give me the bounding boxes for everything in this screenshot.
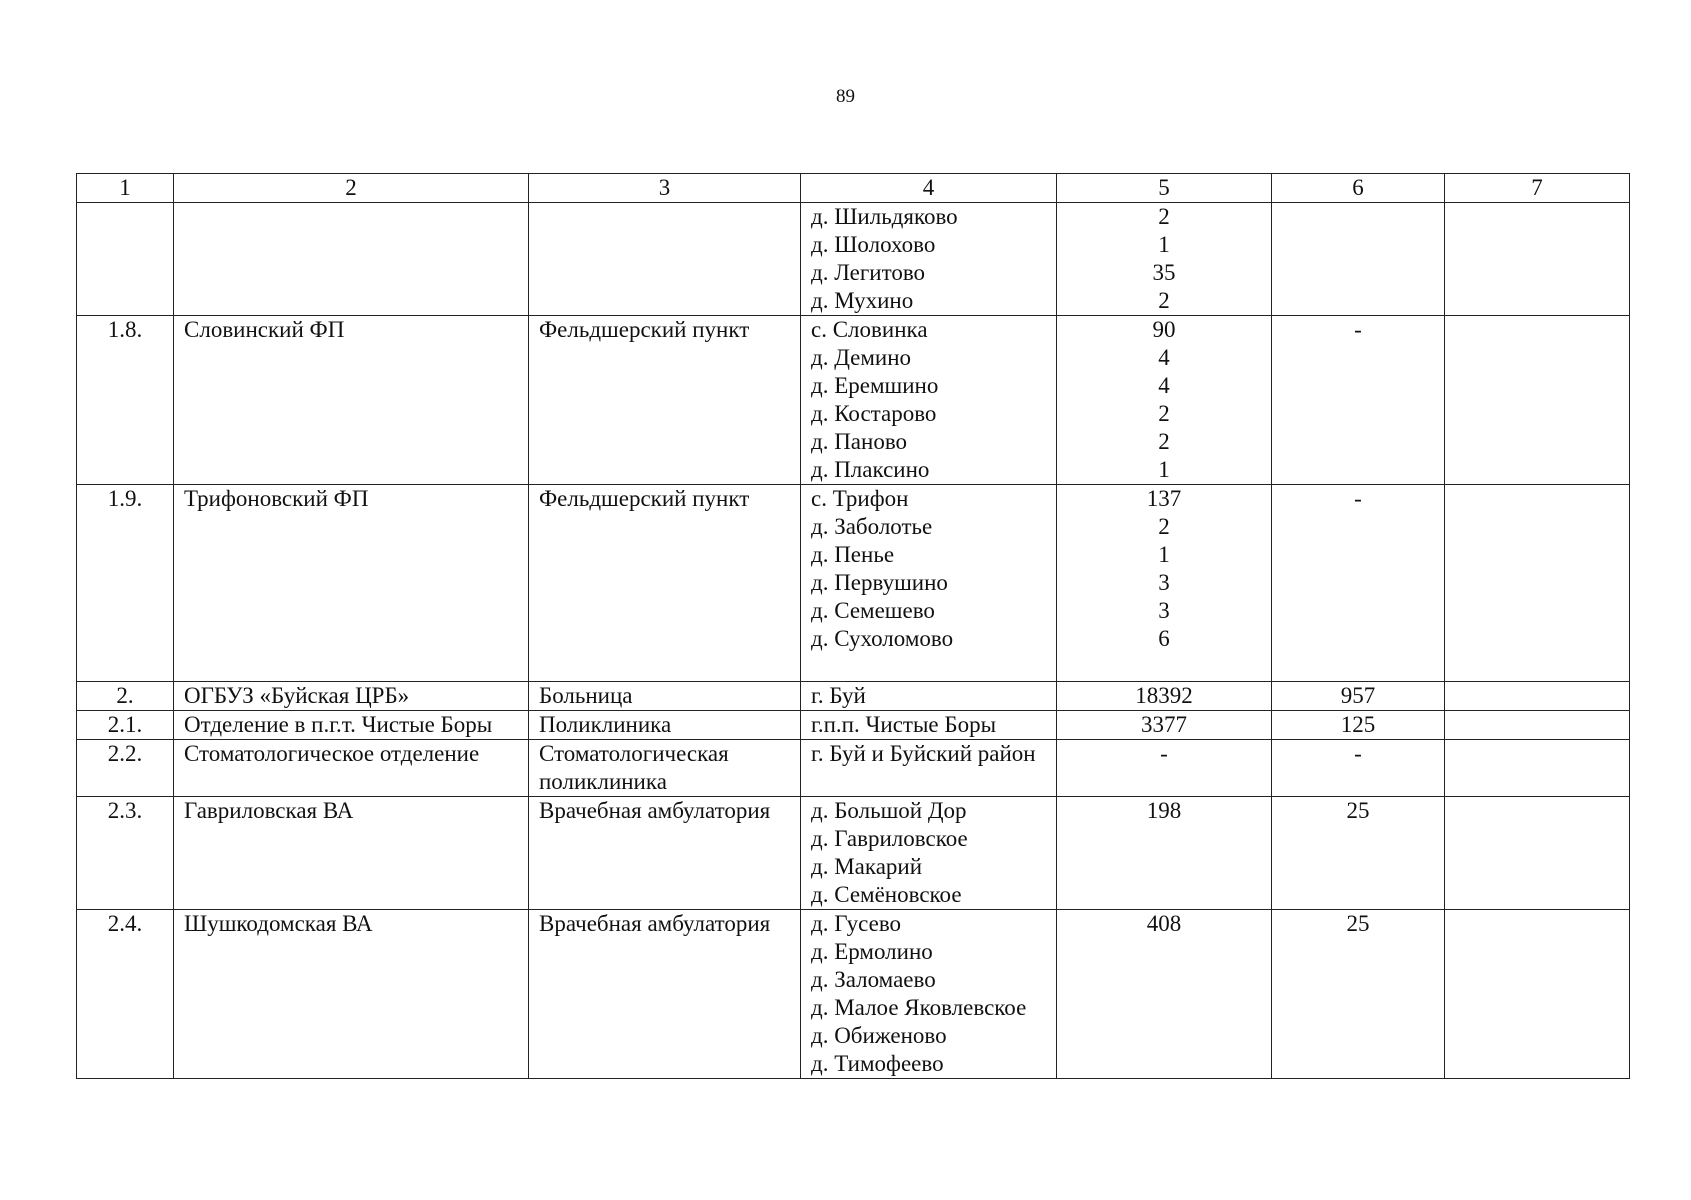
place-name: д. Заломаево xyxy=(811,967,936,992)
places-cell xyxy=(801,797,1057,910)
place-name: д. Пенье xyxy=(811,542,895,567)
population-cell xyxy=(1057,711,1272,740)
facility-type: Больница xyxy=(529,682,801,711)
places-cell xyxy=(801,316,1057,485)
facility-type: Поликлиника xyxy=(529,711,801,740)
col7-cell xyxy=(1445,711,1630,740)
row-number: 2.1. xyxy=(77,711,174,740)
row-number: 2.3. xyxy=(77,797,174,910)
place-name: д. Большой Дор xyxy=(811,798,967,823)
places-cell xyxy=(801,485,1057,682)
population-value: 2 xyxy=(1158,288,1170,313)
population-value: 408 xyxy=(1146,911,1182,936)
population-value: 2 xyxy=(1158,401,1170,426)
table-row xyxy=(77,711,1630,740)
header-cell: 3 xyxy=(529,174,801,203)
place-name: д. Костарово xyxy=(811,401,937,426)
row-number: 1.9. xyxy=(77,485,174,682)
place-name: д. Тимофеево xyxy=(811,1051,944,1076)
population-value: 35 xyxy=(1152,260,1176,285)
population-value: 90 xyxy=(1152,317,1176,342)
population-cell xyxy=(1057,203,1272,316)
population-cell xyxy=(1057,485,1272,682)
place-name: д. Макарий xyxy=(811,854,923,879)
place-name: г. Буй xyxy=(811,683,866,708)
table-row xyxy=(77,740,1630,797)
place-name: д. Еремшино xyxy=(811,373,939,398)
facility-type: Стоматологическая поликлиника xyxy=(529,740,801,797)
population-value: 3 xyxy=(1158,598,1170,623)
header-cell: 4 xyxy=(801,174,1057,203)
header-cell: 7 xyxy=(1445,174,1630,203)
population-value: 198 xyxy=(1146,798,1182,823)
population-value: 1 xyxy=(1158,232,1170,257)
place-name: д. Семёновское xyxy=(811,882,962,907)
col6-cell: - xyxy=(1272,740,1445,797)
population-value: 6 xyxy=(1158,626,1170,651)
data-table xyxy=(76,173,1630,1079)
facility-type: Фельдшерский пункт xyxy=(529,316,801,485)
place-name: д. Мухино xyxy=(811,288,914,313)
places-cell xyxy=(801,910,1057,1079)
header-cell: 2 xyxy=(174,174,529,203)
place-name: д. Шолохово xyxy=(811,232,936,257)
population-value: 1 xyxy=(1158,457,1170,482)
places-cell: г. Буй и Буйский район xyxy=(801,740,1057,797)
place-name: д. Демино xyxy=(811,345,912,370)
population-value: - xyxy=(1160,741,1168,766)
place-name: д. Первушино xyxy=(811,570,948,595)
population-value: 137 xyxy=(1146,486,1182,511)
place-name: д. Паново xyxy=(811,429,908,454)
facility-type xyxy=(529,203,801,316)
place-name: г.п.п. Чистые Боры xyxy=(811,712,997,737)
col7-cell xyxy=(1445,203,1630,316)
population-value: 2 xyxy=(1158,429,1170,454)
table-row xyxy=(77,485,1630,682)
facility-name: Отделение в п.г.т. Чистые Боры xyxy=(174,711,529,740)
population-value: 4 xyxy=(1158,345,1170,370)
population-value: 18392 xyxy=(1135,683,1193,708)
place-name: д. Плаксино xyxy=(811,457,930,482)
population-cell xyxy=(1057,797,1272,910)
facility-name: Стоматологическое отделение xyxy=(174,740,529,797)
population-value: 2 xyxy=(1158,204,1170,229)
population-cell xyxy=(1057,740,1272,797)
place-name: д. Легитово xyxy=(811,260,926,285)
col7-cell xyxy=(1445,797,1630,910)
table-row xyxy=(77,797,1630,910)
col6-cell: 25 xyxy=(1272,797,1445,910)
col7-cell xyxy=(1445,910,1630,1079)
col6-cell: 957 xyxy=(1272,682,1445,711)
col7-cell xyxy=(1445,316,1630,485)
facility-type: Фельдшерский пункт xyxy=(529,485,801,682)
places-cell xyxy=(801,711,1057,740)
place-name: с. Словинка xyxy=(811,317,928,342)
col7-cell xyxy=(1445,682,1630,711)
header-cell: 6 xyxy=(1272,174,1445,203)
table-row xyxy=(77,682,1630,711)
table-row xyxy=(77,203,1630,316)
table-row xyxy=(77,316,1630,485)
facility-type: Врачебная амбулатория xyxy=(529,910,801,1079)
places-cell xyxy=(801,682,1057,711)
row-number: 2. xyxy=(77,682,174,711)
place-name: с. Трифон xyxy=(811,486,909,511)
col6-cell: - xyxy=(1272,316,1445,485)
row-number: 2.4. xyxy=(77,910,174,1079)
population-value: 3377 xyxy=(1141,712,1187,737)
col6-cell: 25 xyxy=(1272,910,1445,1079)
col7-cell xyxy=(1445,485,1630,682)
col6-cell: - xyxy=(1272,485,1445,682)
place-name: д. Обиженово xyxy=(811,1023,947,1048)
table-row xyxy=(77,910,1630,1079)
facility-name: ОГБУЗ «Буйская ЦРБ» xyxy=(174,682,529,711)
facility-name: Шушкодомская ВА xyxy=(174,910,529,1079)
place-name: д. Гавриловское xyxy=(811,826,968,851)
places-cell xyxy=(801,203,1057,316)
header-row xyxy=(77,174,1630,203)
place-name: д. Шильдяково xyxy=(811,204,958,229)
page-number: 89 xyxy=(836,86,855,107)
population-value: 4 xyxy=(1158,373,1170,398)
place-name: д. Гусево xyxy=(811,911,902,936)
population-value: 2 xyxy=(1158,514,1170,539)
population-value: 1 xyxy=(1158,542,1170,567)
header-cell: 1 xyxy=(77,174,174,203)
col6-cell: 125 xyxy=(1272,711,1445,740)
place-name: д. Малое Яковлевское xyxy=(811,995,1027,1020)
col6-cell xyxy=(1272,203,1445,316)
facility-name: Гавриловская ВА xyxy=(174,797,529,910)
population-cell xyxy=(1057,910,1272,1079)
row-number: 2.2. xyxy=(77,740,174,797)
col7-cell xyxy=(1445,740,1630,797)
population-cell xyxy=(1057,682,1272,711)
place-name: д. Заболотье xyxy=(811,514,933,539)
row-number xyxy=(77,203,174,316)
place-name: д. Сухоломово xyxy=(811,626,954,651)
population-cell xyxy=(1057,316,1272,485)
facility-name: Трифоновский ФП xyxy=(174,485,529,682)
facility-name: Словинский ФП xyxy=(174,316,529,485)
header-cell: 5 xyxy=(1057,174,1272,203)
row-number: 1.8. xyxy=(77,316,174,485)
place-name: д. Ермолино xyxy=(811,939,933,964)
facility-type: Врачебная амбулатория xyxy=(529,797,801,910)
facility-name xyxy=(174,203,529,316)
population-value: 3 xyxy=(1158,570,1170,595)
place-name: д. Семешево xyxy=(811,598,935,623)
